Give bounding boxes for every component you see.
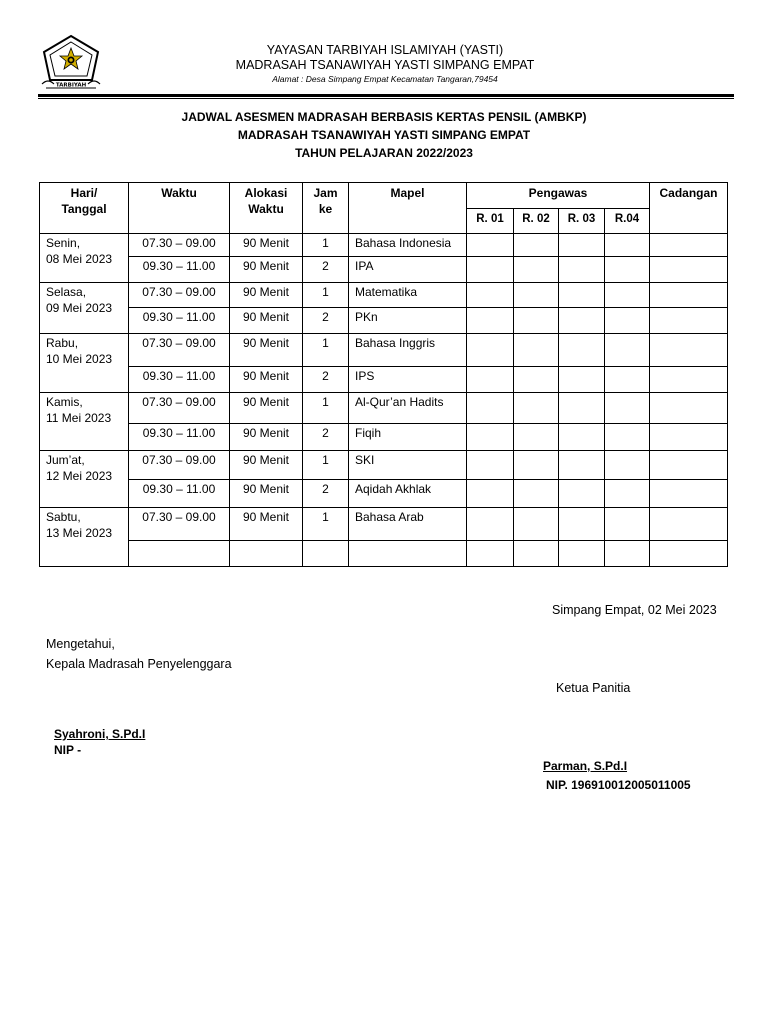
- session-cell: 2: [303, 308, 349, 334]
- room-cell: [514, 334, 559, 367]
- room-cell: [605, 480, 650, 508]
- head-signature: [54, 726, 145, 758]
- time-cell: [129, 541, 230, 567]
- header-day: Hari/ Tanggal: [40, 183, 129, 234]
- allocation-cell: 90 Menit: [230, 367, 303, 393]
- table-row: [40, 308, 728, 334]
- allocation-cell: 90 Menit: [230, 424, 303, 451]
- allocation-cell: 90 Menit: [230, 451, 303, 480]
- room-cell: [559, 234, 605, 257]
- room-cell: [514, 480, 559, 508]
- allocation-cell: 90 Menit: [230, 308, 303, 334]
- session-cell: 1: [303, 334, 349, 367]
- time-cell: 07.30 – 09.00: [129, 283, 230, 308]
- table-row: [40, 424, 728, 451]
- reserve-cell: [650, 234, 728, 257]
- chair-nip: NIP. 196910012005011005: [546, 778, 691, 792]
- committee-chair-title: Ketua Panitia: [556, 681, 631, 695]
- day-cell: Jum’at, 12 Mei 2023: [40, 451, 129, 508]
- room-cell: [467, 257, 514, 283]
- header-room-4: R.04: [605, 209, 650, 234]
- table-row: [40, 451, 728, 480]
- time-cell: 09.30 – 11.00: [129, 424, 230, 451]
- room-cell: [559, 334, 605, 367]
- reserve-cell: [650, 541, 728, 567]
- table-row: [40, 393, 728, 424]
- reserve-cell: [650, 308, 728, 334]
- table-row: [40, 508, 728, 541]
- session-cell: [303, 541, 349, 567]
- session-cell: 1: [303, 283, 349, 308]
- room-cell: [467, 451, 514, 480]
- chair-name: Parman, S.Pd.I: [543, 759, 628, 773]
- reserve-cell: [650, 393, 728, 424]
- header-supervisors: Pengawas: [467, 183, 650, 209]
- room-cell: [467, 508, 514, 541]
- time-cell: 07.30 – 09.00: [129, 393, 230, 424]
- allocation-cell: 90 Menit: [230, 283, 303, 308]
- room-cell: [605, 257, 650, 283]
- subject-cell: Matematika: [349, 283, 467, 308]
- room-cell: [514, 393, 559, 424]
- subject-cell: Bahasa Indonesia: [349, 234, 467, 257]
- room-cell: [467, 334, 514, 367]
- room-cell: [514, 508, 559, 541]
- room-cell: [559, 393, 605, 424]
- room-cell: [514, 541, 559, 567]
- table-row: [40, 257, 728, 283]
- reserve-cell: [650, 334, 728, 367]
- madrasah-logo: [38, 34, 104, 92]
- room-cell: [559, 257, 605, 283]
- acknowledged-label: Mengetahui,: [46, 637, 115, 651]
- session-cell: 1: [303, 234, 349, 257]
- room-cell: [467, 308, 514, 334]
- room-cell: [559, 508, 605, 541]
- reserve-cell: [650, 451, 728, 480]
- table-row: [40, 283, 728, 308]
- room-cell: [467, 393, 514, 424]
- session-cell: 2: [303, 367, 349, 393]
- table-row: [40, 234, 728, 257]
- header-room-1: R. 01: [467, 209, 514, 234]
- head-name: Syahroni, S.Pd.I: [54, 727, 146, 741]
- school-address: Alamat : Desa Simpang Empat Kecamatan Tangaran,79454: [272, 74, 498, 84]
- time-cell: 09.30 – 11.00: [129, 367, 230, 393]
- acknowledgement-block: [46, 634, 232, 674]
- allocation-cell: 90 Menit: [230, 508, 303, 541]
- room-cell: [605, 451, 650, 480]
- room-cell: [514, 234, 559, 257]
- session-cell: 1: [303, 508, 349, 541]
- table-row: [40, 541, 728, 567]
- session-cell: 1: [303, 393, 349, 424]
- table-row: [40, 334, 728, 367]
- subject-cell: Fiqih: [349, 424, 467, 451]
- head-nip: NIP -: [54, 743, 82, 757]
- allocation-cell: [230, 541, 303, 567]
- reserve-cell: [650, 283, 728, 308]
- room-cell: [514, 451, 559, 480]
- day-cell: Selasa, 09 Mei 2023: [40, 283, 129, 334]
- title-line-3: TAHUN PELAJARAN 2022/2023: [295, 146, 473, 160]
- room-cell: [514, 283, 559, 308]
- room-cell: [467, 480, 514, 508]
- allocation-cell: 90 Menit: [230, 480, 303, 508]
- room-cell: [605, 334, 650, 367]
- header-room-3: R. 03: [559, 209, 605, 234]
- day-cell: Rabu, 10 Mei 2023: [40, 334, 129, 393]
- time-cell: 07.30 – 09.00: [129, 334, 230, 367]
- letterhead-divider-thick: [38, 94, 734, 97]
- reserve-cell: [650, 424, 728, 451]
- room-cell: [605, 367, 650, 393]
- subject-cell: Al-Qur’an Hadits: [349, 393, 467, 424]
- table-row: [40, 480, 728, 508]
- day-cell: Sabtu, 13 Mei 2023: [40, 508, 129, 567]
- header-reserve: Cadangan: [650, 183, 728, 234]
- allocation-cell: 90 Menit: [230, 393, 303, 424]
- room-cell: [605, 541, 650, 567]
- title-line-1: JADWAL ASESMEN MADRASAH BERBASIS KERTAS PENSIL (AMBKP): [181, 110, 587, 124]
- letterhead: [130, 43, 640, 85]
- room-cell: [514, 257, 559, 283]
- header-time: Waktu: [129, 183, 230, 234]
- day-cell: Senin, 08 Mei 2023: [40, 234, 129, 283]
- allocation-cell: 90 Menit: [230, 257, 303, 283]
- header-room-2: R. 02: [514, 209, 559, 234]
- head-title: Kepala Madrasah Penyelenggara: [46, 657, 232, 671]
- room-cell: [467, 234, 514, 257]
- header-session: Jam ke: [303, 183, 349, 234]
- room-cell: [514, 424, 559, 451]
- room-cell: [514, 308, 559, 334]
- room-cell: [467, 367, 514, 393]
- time-cell: 09.30 – 11.00: [129, 257, 230, 283]
- title-line-2: MADRASAH TSANAWIYAH YASTI SIMPANG EMPAT: [237, 128, 531, 142]
- logo-text: TARBIYAH: [55, 82, 87, 89]
- room-cell: [605, 308, 650, 334]
- time-cell: 07.30 – 09.00: [129, 234, 230, 257]
- session-cell: 2: [303, 480, 349, 508]
- reserve-cell: [650, 508, 728, 541]
- room-cell: [467, 424, 514, 451]
- subject-cell: Bahasa Arab: [349, 508, 467, 541]
- reserve-cell: [650, 367, 728, 393]
- room-cell: [605, 234, 650, 257]
- session-cell: 1: [303, 451, 349, 480]
- time-cell: 07.30 – 09.00: [129, 508, 230, 541]
- subject-cell: [349, 541, 467, 567]
- room-cell: [605, 283, 650, 308]
- room-cell: [514, 367, 559, 393]
- subject-cell: IPA: [349, 257, 467, 283]
- subject-cell: Aqidah Akhlak: [349, 480, 467, 508]
- room-cell: [467, 283, 514, 308]
- session-cell: 2: [303, 257, 349, 283]
- reserve-cell: [650, 480, 728, 508]
- subject-cell: IPS: [349, 367, 467, 393]
- subject-cell: PKn: [349, 308, 467, 334]
- header-allocation: Alokasi Waktu: [230, 183, 303, 234]
- header-subject: Mapel: [349, 183, 467, 234]
- time-cell: 09.30 – 11.00: [129, 480, 230, 508]
- allocation-cell: 90 Menit: [230, 234, 303, 257]
- subject-cell: SKI: [349, 451, 467, 480]
- session-cell: 2: [303, 424, 349, 451]
- school-name: MADRASAH TSANAWIYAH YASTI SIMPANG EMPAT: [235, 58, 535, 72]
- foundation-name: YAYASAN TARBIYAH ISLAMIYAH (YASTI): [266, 43, 504, 57]
- room-cell: [559, 367, 605, 393]
- schedule-table: [39, 182, 728, 567]
- reserve-cell: [650, 257, 728, 283]
- room-cell: [605, 508, 650, 541]
- room-cell: [559, 308, 605, 334]
- room-cell: [467, 541, 514, 567]
- chair-signature: [543, 757, 691, 795]
- time-cell: 07.30 – 09.00: [129, 451, 230, 480]
- room-cell: [605, 424, 650, 451]
- room-cell: [559, 424, 605, 451]
- subject-cell: Bahasa Inggris: [349, 334, 467, 367]
- place-date: Simpang Empat, 02 Mei 2023: [552, 603, 717, 617]
- day-cell: Kamis, 11 Mei 2023: [40, 393, 129, 451]
- document-title: [0, 108, 768, 162]
- room-cell: [559, 451, 605, 480]
- room-cell: [605, 393, 650, 424]
- room-cell: [559, 283, 605, 308]
- allocation-cell: 90 Menit: [230, 334, 303, 367]
- table-row: [40, 367, 728, 393]
- room-cell: [559, 480, 605, 508]
- room-cell: [559, 541, 605, 567]
- time-cell: 09.30 – 11.00: [129, 308, 230, 334]
- letterhead-divider-thin: [38, 98, 734, 99]
